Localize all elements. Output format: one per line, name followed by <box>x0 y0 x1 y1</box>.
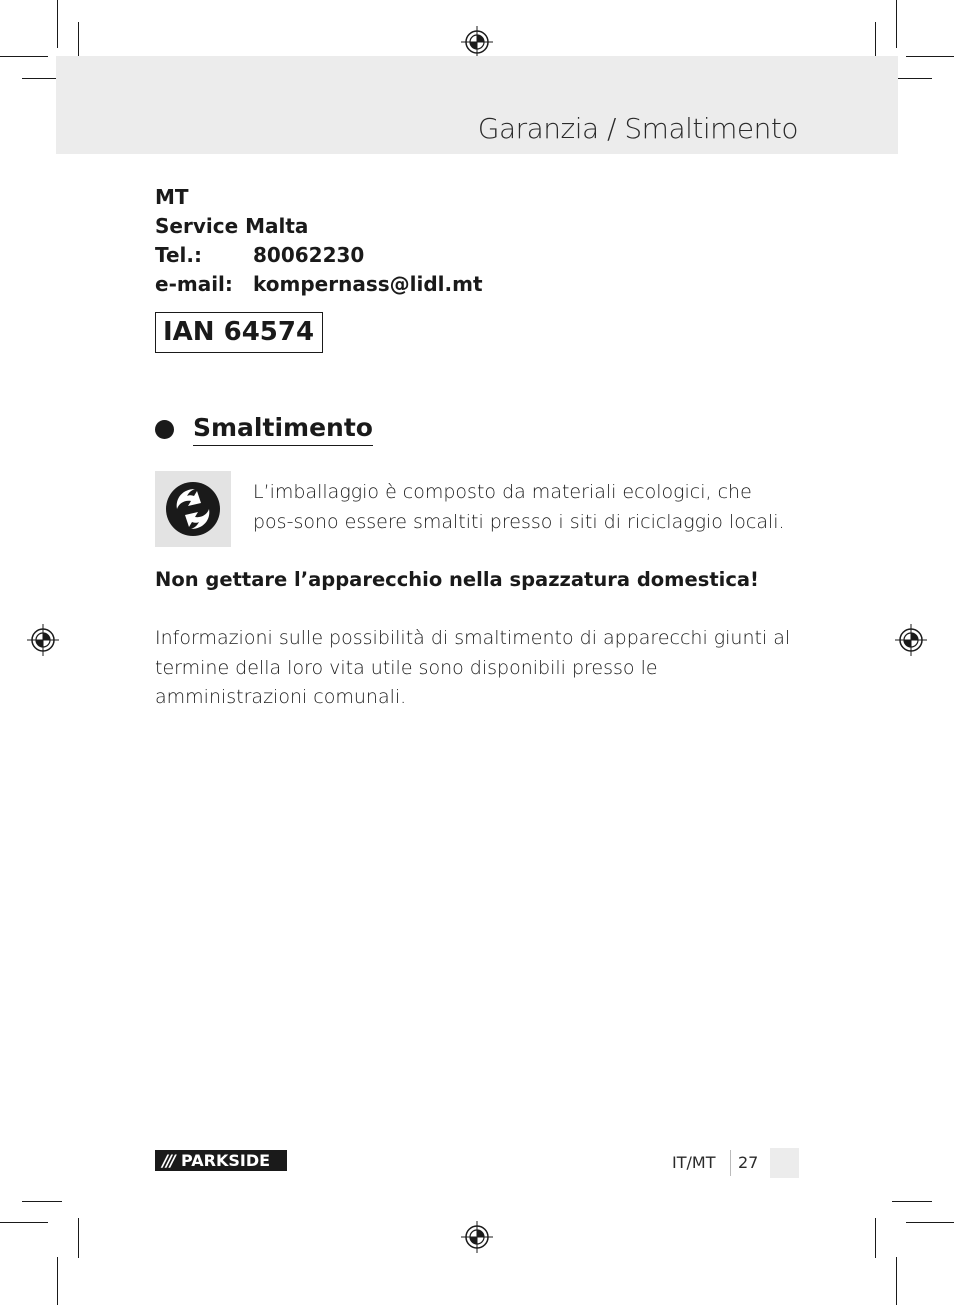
footer-separator <box>730 1150 731 1176</box>
crop-mark <box>875 1218 876 1258</box>
crop-mark <box>78 1218 79 1258</box>
email-label: e-mail: <box>155 272 233 296</box>
contact-block <box>155 183 483 299</box>
crop-mark <box>896 1257 897 1305</box>
registration-mark-icon <box>461 26 493 58</box>
green-dot-recycle-icon <box>155 471 231 547</box>
contact-service: Service Malta <box>155 214 309 238</box>
registration-mark-icon <box>461 1221 493 1253</box>
crop-mark <box>57 1257 58 1305</box>
crop-mark <box>0 1222 48 1223</box>
recycle-icon-box <box>155 471 231 547</box>
email-value: kompernass@lidl.mt <box>253 272 483 296</box>
page-title: Garanzia / Smaltimento <box>477 112 798 145</box>
section-title: Smaltimento <box>193 411 373 446</box>
crop-mark <box>896 0 897 48</box>
packaging-text: L’imballaggio è composto da materiali ecologici, che pos-sono essere smaltiti presso i siti di riciclaggio locali. <box>253 481 785 533</box>
logo-brand: PARKSIDE <box>181 1151 271 1170</box>
crop-mark <box>57 0 58 48</box>
warning-text: Non gettare l’apparecchio nella spazzatura domestica! <box>155 568 759 591</box>
contact-country: MT <box>155 185 189 209</box>
ian-box: IAN 64574 <box>155 312 323 353</box>
registration-mark-icon <box>895 624 927 656</box>
page-number: 27 <box>738 1153 759 1172</box>
tel-label: Tel.: <box>155 243 203 267</box>
contact-tel-row <box>155 241 483 270</box>
section-bullet-icon <box>155 420 174 439</box>
crop-mark <box>906 56 954 57</box>
crop-mark <box>0 56 48 57</box>
registration-mark-icon <box>27 624 59 656</box>
contact-email-row <box>155 270 483 299</box>
crop-mark <box>22 1201 62 1202</box>
logo-stripes-icon: /// <box>162 1151 174 1170</box>
disposal-info-text: Informazioni sulle possibilità di smaltimento di apparecchi giunti al termine della loro vita utile sono disponibili presso le amministrazioni comunali. <box>155 627 791 708</box>
footer-tab-box <box>770 1148 799 1178</box>
crop-mark <box>906 1222 954 1223</box>
crop-mark <box>892 1201 932 1202</box>
crop-mark <box>892 78 932 79</box>
parkside-logo <box>155 1150 287 1171</box>
footer-language: IT/MT <box>672 1153 716 1172</box>
tel-value: 80062230 <box>253 243 365 267</box>
